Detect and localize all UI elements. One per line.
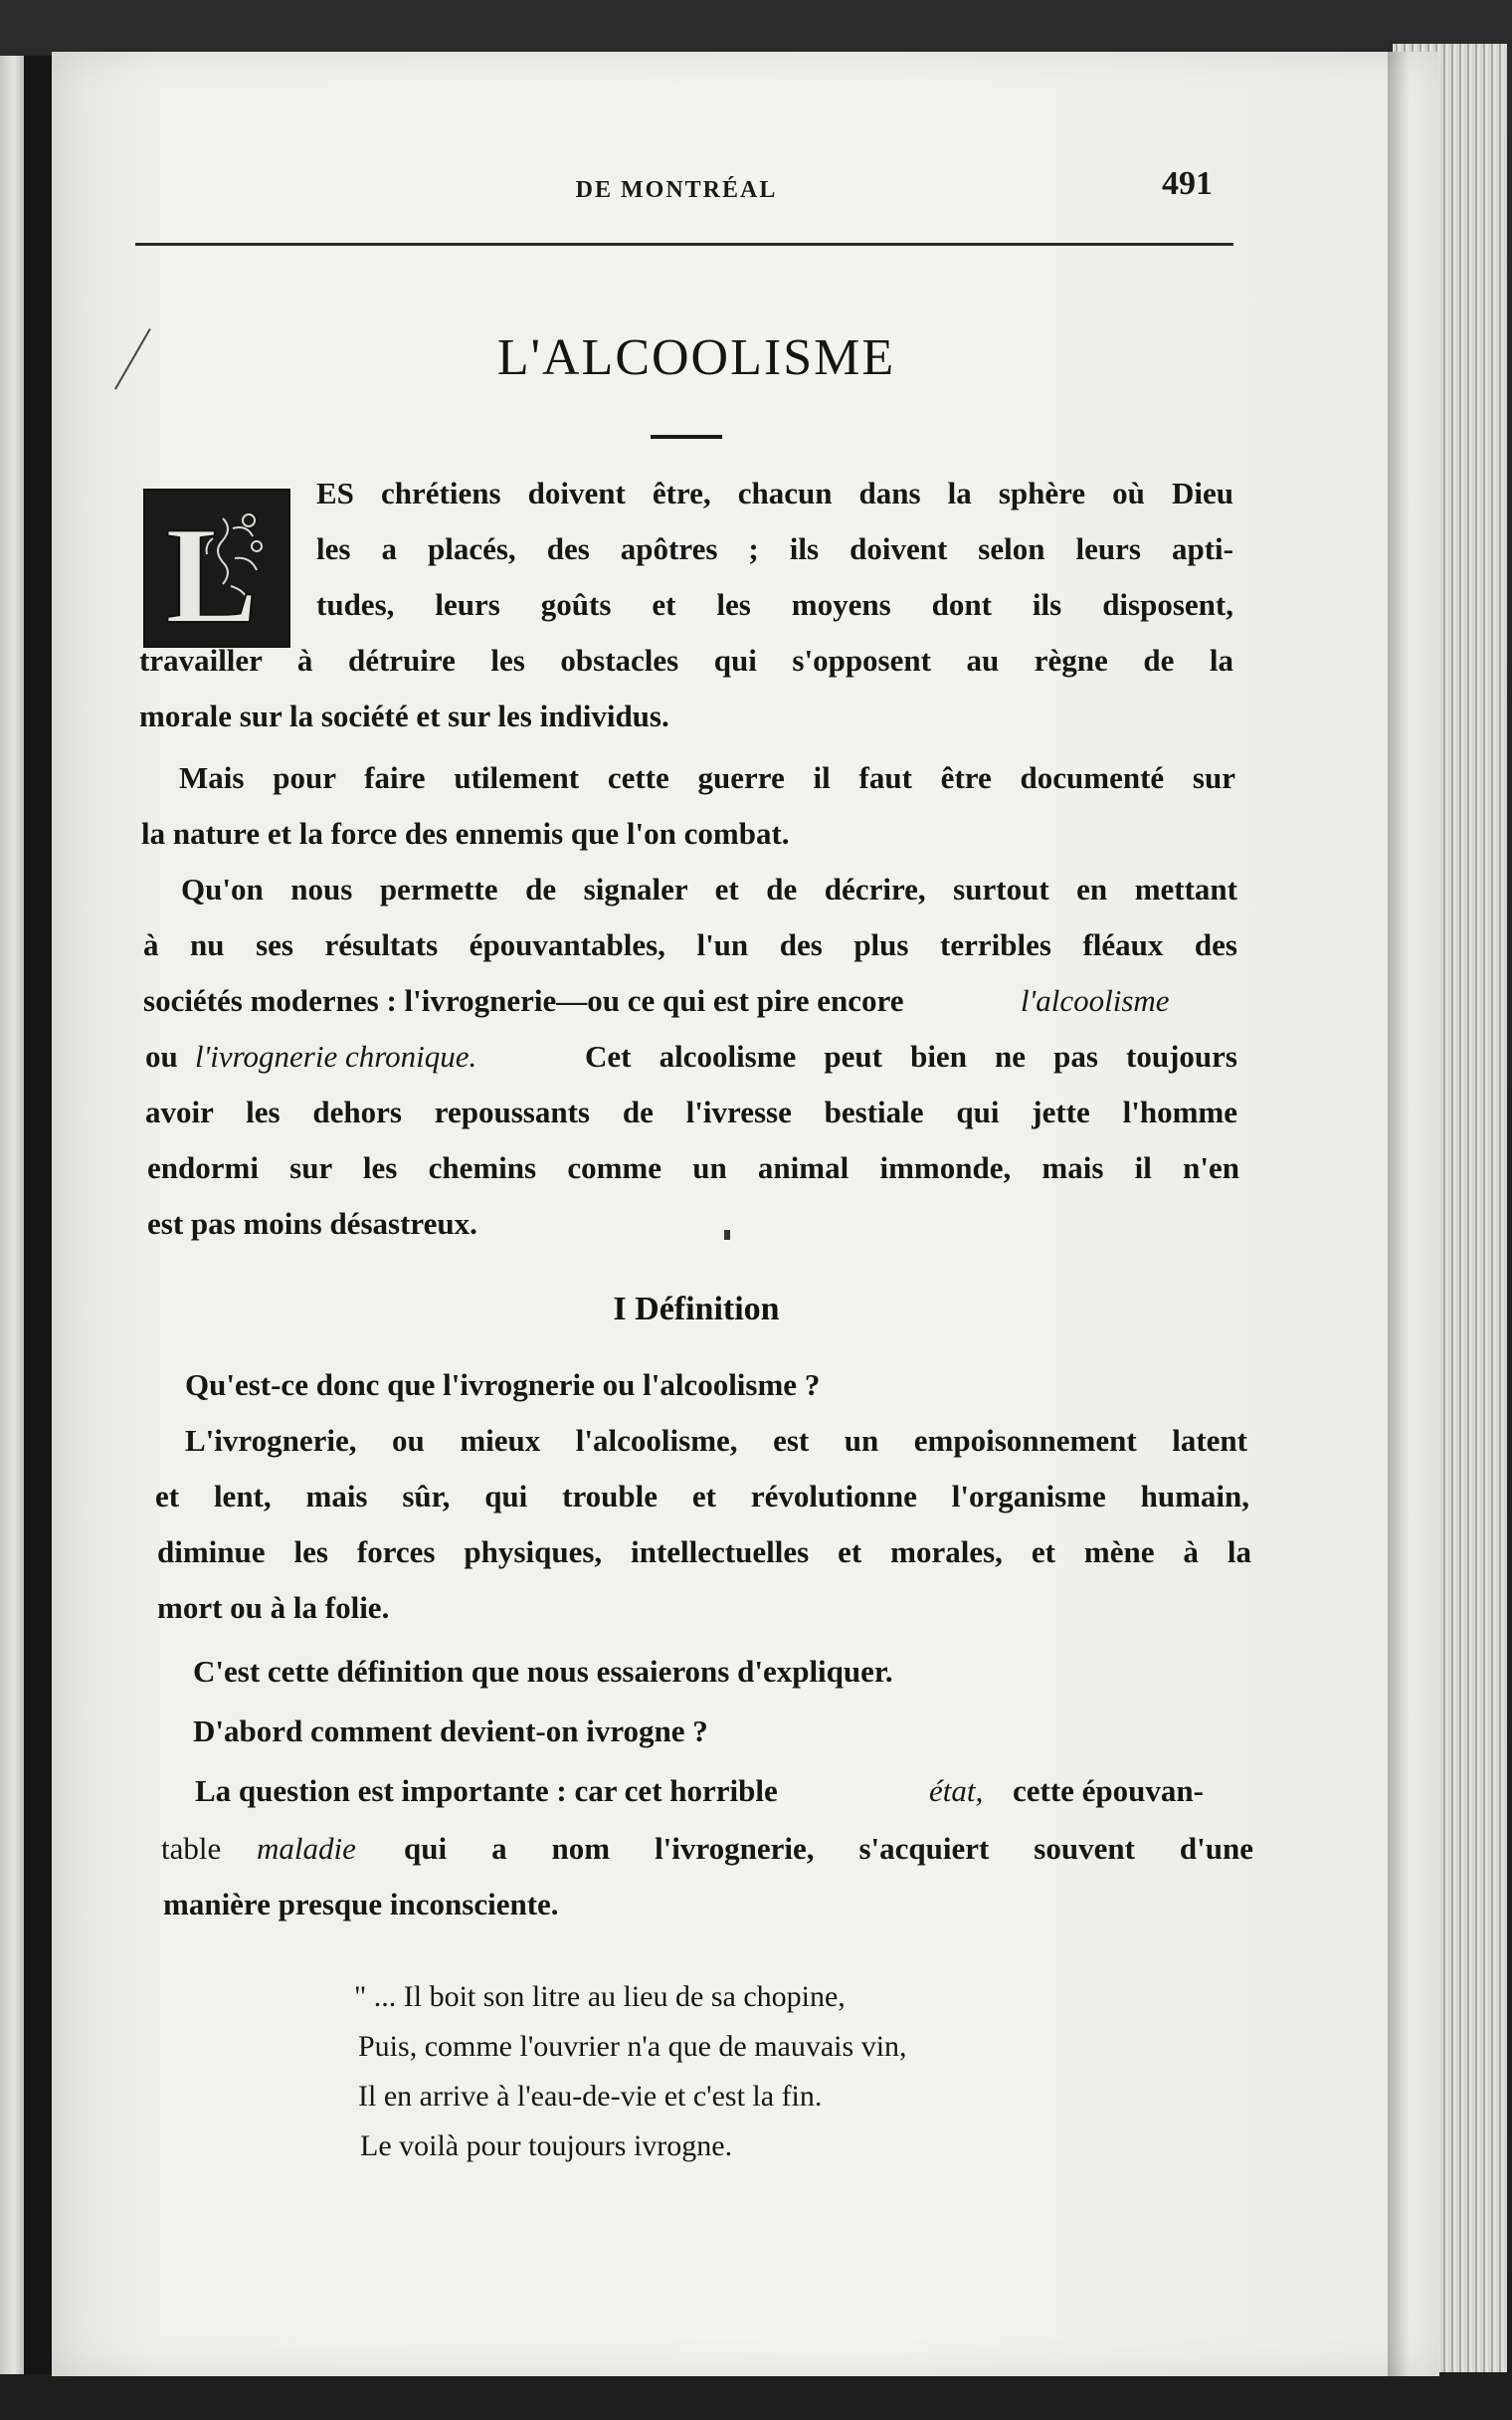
intro-line-5: morale sur la société et sur les individus. — [139, 699, 669, 733]
para3-line-3 — [143, 983, 1019, 1019]
para3-line-4b: Cet alcoolisme peut bien ne pas toujours — [585, 1039, 1237, 1074]
para2-line-2: la nature et la force des ennemis que l'on combat. — [141, 816, 790, 851]
verse-line-2: Puis, comme l'ouvrier n'a que de mauvais vin, — [358, 2030, 907, 2063]
para3-line-7: est pas moins désastreux. — [147, 1206, 477, 1241]
ink-blot — [724, 1230, 730, 1240]
definition-line-3: diminue les forces physiques, intellectuelles et morales, et mène à la — [157, 1534, 1251, 1569]
chapter-title: L'ALCOOLISME — [496, 329, 896, 386]
para3-italic-alcoolisme: l'alcoolisme — [1021, 983, 1170, 1018]
para3-line-3-text: sociétés modernes : l'ivrognerie—ou ce qui est pire encore — [143, 983, 904, 1018]
verse-line-1: " ... Il boit son litre au lieu de sa chopine, — [354, 1980, 846, 2013]
last-para-line-1a: La question est importante : car cet horrible — [195, 1773, 778, 1808]
page-number: 491 — [1162, 165, 1213, 202]
para3-line-4a: ou — [145, 1039, 178, 1074]
header-rule — [135, 243, 1233, 246]
last-para-italic-etat: état, — [929, 1773, 984, 1808]
verse-line-4: Le voilà pour toujours ivrogne. — [360, 2129, 733, 2162]
intro-line-1: ES chrétiens doivent être, chacun dans la sphère où Dieu — [316, 476, 1233, 510]
verse-line-3: Il en arrive à l'eau-de-vie et c'est la fin. — [358, 2080, 823, 2113]
previous-page-edge — [0, 56, 24, 2374]
last-para-line-1b: cette épouvan- — [1013, 1773, 1204, 1808]
para3-line-5: avoir les dehors repoussants de l'ivresse bestiale qui jette l'homme — [145, 1095, 1237, 1129]
para3-italic-chronique: l'ivrognerie chronique. — [195, 1039, 477, 1074]
para3-line-1: Qu'on nous permette de signaler et de décrire, surtout en mettant — [181, 872, 1237, 907]
page-gutter-shadow — [1388, 52, 1410, 2376]
para2-line-1: Mais pour faire utilement cette guerre il faut être documenté sur — [179, 760, 1235, 795]
how-question: D'abord comment devient-on ivrogne ? — [193, 1714, 708, 1748]
section-heading: I Définition — [613, 1291, 780, 1327]
explain-line: C'est cette définition que nous essaierons d'expliquer. — [193, 1654, 893, 1689]
last-para-italic-maladie: maladie — [257, 1831, 356, 1866]
definition-line-1: L'ivrognerie, ou mieux l'alcoolisme, est un empoisonnement latent — [185, 1423, 1247, 1458]
para3-line-2: à nu ses résultats épouvantables, l'un des plus terribles fléaux des — [143, 927, 1237, 962]
para3-line-6: endormi sur les chemins comme un animal immonde, mais il n'en — [147, 1150, 1239, 1185]
intro-line-3: tudes, leurs goûts et les moyens dont ils disposent, — [316, 587, 1233, 622]
dropcap-letter: L — [165, 499, 259, 638]
running-title: DE MONTRÉAL — [575, 177, 778, 203]
book-binding-shadow — [24, 56, 52, 2374]
ornamental-dropcap — [143, 489, 290, 648]
intro-line-4: travailler à détruire les obstacles qui s'opposent au règne de la — [139, 643, 1233, 678]
dropcap-ornament-icon — [153, 499, 281, 638]
last-para-line-2b: qui a nom l'ivrognerie, s'acquiert souvent d'une — [404, 1831, 1253, 1866]
last-para-line-2a: table — [161, 1831, 222, 1866]
intro-line-2: les a placés, des apôtres ; ils doivent selon leurs apti- — [316, 531, 1233, 566]
definition-line-2: et lent, mais sûr, qui trouble et révolutionne l'organisme humain, — [155, 1479, 1249, 1513]
definition-question: Qu'est-ce donc que l'ivrognerie ou l'alcoolisme ? — [185, 1367, 821, 1402]
title-dash-divider — [651, 435, 722, 439]
last-para-line-3: manière presque inconsciente. — [163, 1887, 559, 1921]
definition-line-4: mort ou à la folie. — [157, 1590, 390, 1625]
